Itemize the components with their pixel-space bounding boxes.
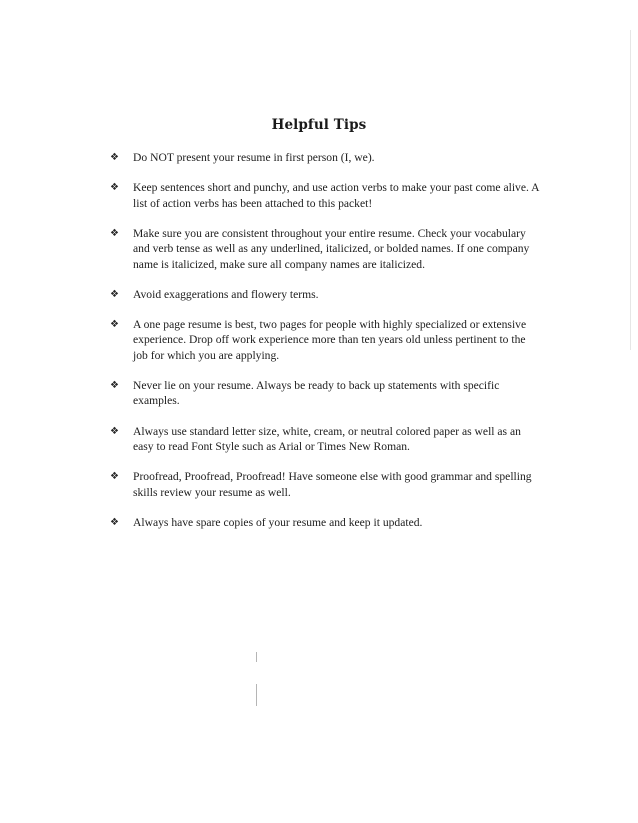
- tip-text: Always use standard letter size, white, cream, or neutral colored paper as well as an easy to read Font Style such as Arial or Times New Roman.: [133, 424, 521, 454]
- diamond-bullet-icon: ❖: [110, 516, 119, 528]
- scan-edge-line: [630, 30, 631, 350]
- tip-text: A one page resume is best, two pages for people with highly specialized or extensive experience. Drop off work experience more than ten years old unless pertinent to the job for which you are applying.: [133, 317, 527, 362]
- tip-item: [110, 180, 540, 211]
- diamond-bullet-icon: ❖: [110, 182, 119, 194]
- tip-item: [110, 226, 540, 273]
- tip-text: Avoid exaggerations and flowery terms.: [133, 287, 319, 301]
- tip-text: Never lie on your resume. Always be ready to back up statements with specific examples.: [133, 378, 500, 408]
- tip-item: [110, 424, 540, 455]
- tip-text: Do NOT present your resume in first person (I, we).: [133, 151, 375, 164]
- diamond-bullet-icon: ❖: [110, 288, 119, 300]
- scan-mark-1: [256, 652, 257, 662]
- tip-item: [110, 287, 540, 303]
- tip-text: Keep sentences short and punchy, and use action verbs to make your past come alive. A list of action verbs has been attached to this packet!: [133, 181, 539, 210]
- diamond-bullet-icon: ❖: [110, 318, 119, 330]
- tips-list: [110, 150, 540, 545]
- tip-item: [110, 150, 540, 166]
- tip-item: [110, 317, 540, 364]
- diamond-bullet-icon: ❖: [110, 227, 119, 239]
- diamond-bullet-icon: ❖: [110, 425, 119, 437]
- tip-item: [110, 378, 540, 409]
- scan-mark-2: [256, 684, 257, 706]
- tip-item: [110, 469, 540, 500]
- diamond-bullet-icon: ❖: [110, 379, 119, 391]
- diamond-bullet-icon: ❖: [110, 471, 119, 483]
- page-title: Helpful Tips: [271, 117, 367, 133]
- tip-text: Proofread, Proofread, Proofread! Have someone else with good grammar and spelling skills review your resume as well.: [133, 470, 532, 499]
- tip-item: [110, 515, 540, 531]
- tip-text: Always have spare copies of your resume and keep it updated.: [133, 515, 423, 529]
- tip-text: Make sure you are consistent throughout your entire resume. Check your vocabulary and verb tense as well as any underlined, italicized, or bolded names. If one company name is italicized, make sure all company names are italicized.: [133, 226, 530, 271]
- diamond-bullet-icon: ❖: [110, 152, 119, 163]
